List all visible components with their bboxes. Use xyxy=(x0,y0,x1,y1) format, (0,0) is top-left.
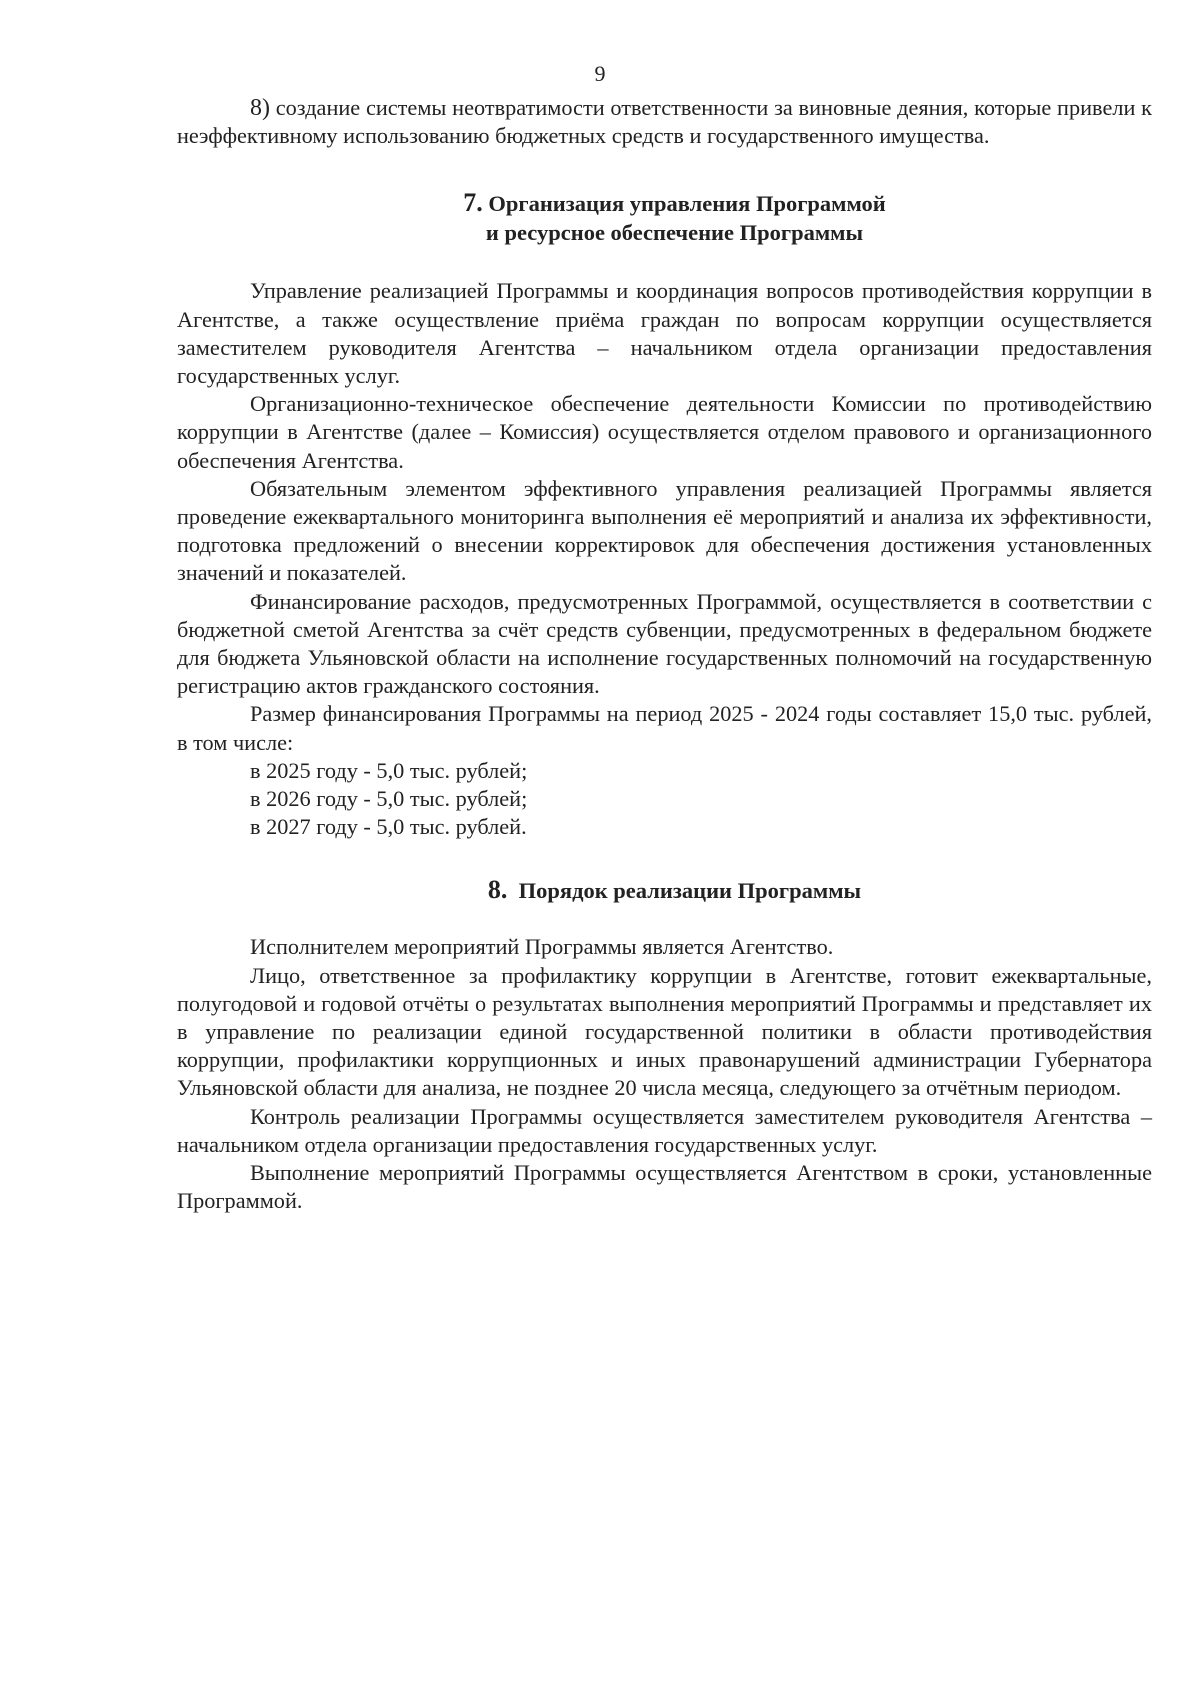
section-7-paragraph-4: Финансирование расходов, предусмотренных Программой, осуществляется в соответствии с бюджетной сметой Агентства за счёт средств субвенции, предусмотренных в федеральном бюджете для бюджета Ульяновской области на исполнение государственных полномочий на государственную регистрацию актов гражданского состояния. xyxy=(177,588,1152,699)
section-8-title: Порядок реализации Программы xyxy=(518,878,862,904)
section-7-number: 7. xyxy=(463,188,483,218)
list-item-8-number: 8) xyxy=(250,95,270,121)
funding-year-2025: в 2025 году - 5,0 тыс. рублей; xyxy=(250,757,528,783)
section-8-heading xyxy=(187,875,1162,905)
section-8-number: 8. xyxy=(487,875,508,905)
list-item-8 xyxy=(177,94,1152,150)
page-number: 9 xyxy=(594,61,606,86)
section-8-paragraph-3: Контроль реализации Программы осуществляется заместителем руководителя Агентства – начальником отдела организации предоставления государственных услуг. xyxy=(177,1103,1152,1157)
section-7-paragraph-1: Управление реализацией Программы и координация вопросов противодействия коррупции в Агентстве, а также осуществление приёма граждан по вопросам коррупции осуществляется заместителем руководителя Агентства – начальником отдела организации предоставления государственных услуг. xyxy=(177,278,1152,389)
section-7-heading xyxy=(187,188,1162,218)
document-body xyxy=(177,94,1152,1216)
section-8-paragraph-4: Выполнение мероприятий Программы осуществляется Агентством в сроки, установленные Программой. xyxy=(177,1160,1152,1214)
section-8-paragraph-1: Исполнителем мероприятий Программы является Агентство. xyxy=(250,934,834,960)
funding-year-2026: в 2026 году - 5,0 тыс. рублей; xyxy=(250,786,528,812)
section-7-paragraph-5: Размер финансирования Программы на период 2025 - 2024 годы составляет 15,0 тыс. рублей, в том числе: xyxy=(177,701,1152,755)
funding-year-2027: в 2027 году - 5,0 тыс. рублей. xyxy=(250,814,527,840)
section-7-title-line1: Организация управления Программой xyxy=(488,191,886,217)
section-8-paragraph-2: Лицо, ответственное за профилактику коррупции в Агентстве, готовит ежеквартальные, полугодовой и годовой отчёты о результатах выполнения мероприятий Программы и представляет их в управление по реализации единой государственной политики в области противодействия коррупции, профилактики коррупционных и иных правонарушений администрации Губернатора Ульяновской области для анализа, не позднее 20 числа месяца, следующего за отчётным периодом. xyxy=(177,962,1152,1101)
list-item-8-text: создание системы неотвратимости ответственности за виновные деяния, которые привели к неэффективному использованию бюджетных средств и государственного имущества. xyxy=(177,95,1152,149)
section-7-title-line2: и ресурсное обеспечение Программы xyxy=(485,220,864,246)
section-7-paragraph-2: Организационно-техническое обеспечение деятельности Комиссии по противодействию коррупции в Агентстве (далее – Комиссия) осуществляется отделом правового и организационного обеспечения Агентства. xyxy=(177,391,1152,473)
section-7-paragraph-3: Обязательным элементом эффективного управления реализацией Программы является проведение ежеквартального мониторинга выполнения её мероприятий и анализа их эффективности, подготовка предложений о внесении корректировок для обеспечения достижения установленных значений и показателей. xyxy=(177,475,1152,586)
